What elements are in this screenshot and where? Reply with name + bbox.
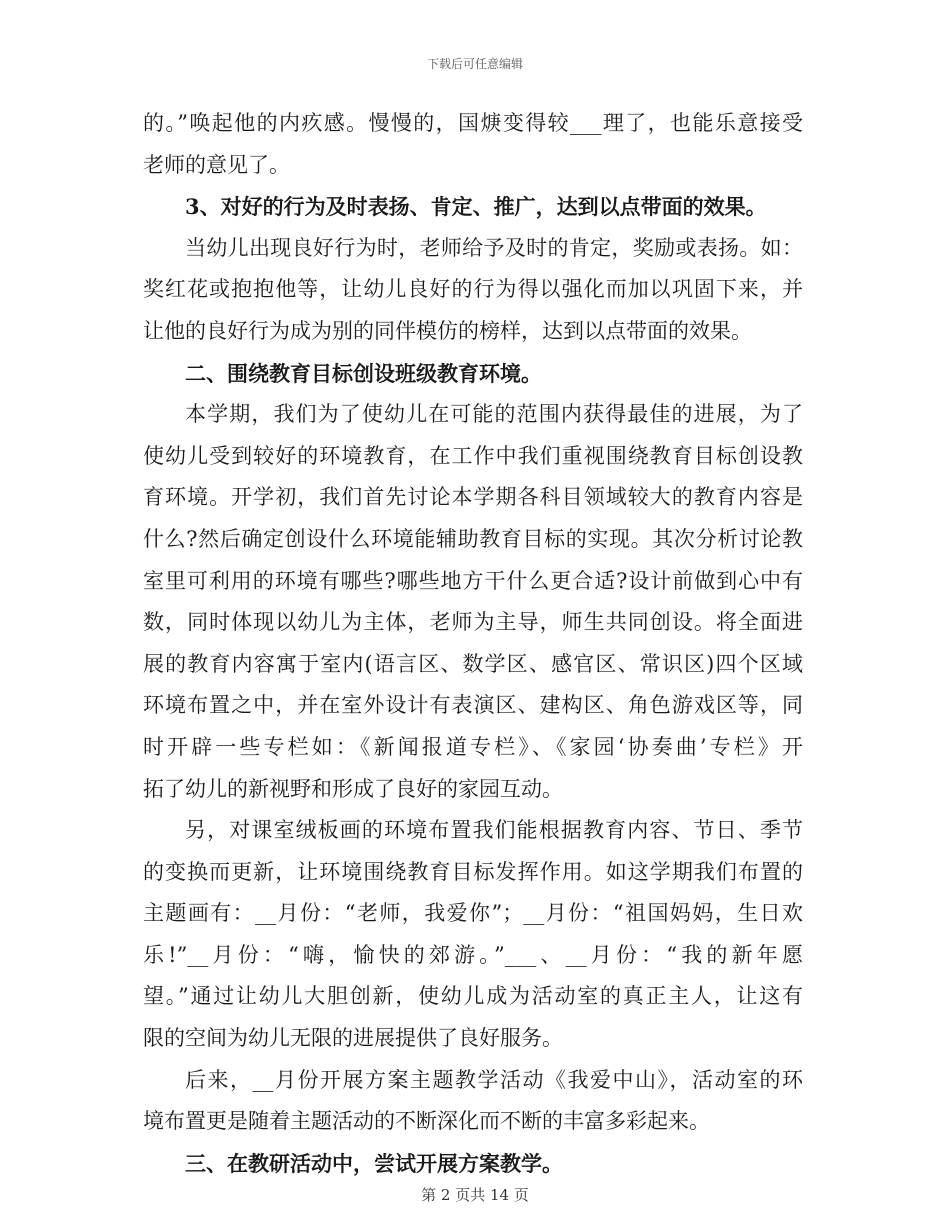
text-line: 主题画有：__月份：“老师，我爱你”；__月份：“祖国妈妈，生日欢	[143, 901, 803, 926]
text-line: 时开辟一些专栏如：《新闻报道专栏》、《家园‘协奏曲’专栏》开	[143, 734, 803, 759]
text-line: 乐!”__月份：“嗨，愉快的郊游。”___、__月份：“我的新年愿	[143, 942, 803, 967]
text-line: 限的空间为幼儿无限的进展提供了良好服务。	[143, 1026, 563, 1051]
text-line: 的变换而更新，让环境围绕教育目标发挥作用。如这学期我们布置的	[143, 859, 803, 884]
text-line: 让他的良好行为成为别的同伴模仿的榜样，达到以点带面的效果。	[143, 318, 752, 343]
text-line: 使幼儿受到较好的环境教育，在工作中我们重视围绕教育目标创设教	[143, 443, 803, 468]
text-line: 育环境。开学初，我们首先讨论本学期各科目领域较大的教育内容是	[143, 485, 803, 510]
text-line: 境布置更是随着主题活动的不断深化而不断的丰富多彩起来。	[143, 1109, 710, 1134]
section-heading: 三、在教研活动中，尝试开展方案教学。	[185, 1150, 563, 1176]
section-heading: 3、对好的行为及时表扬、肯定、推广，达到以点带面的效果。	[185, 194, 767, 220]
text-line: 奖红花或抱抱他等，让幼儿良好的行为得以强化而加以巩固下来，并	[143, 277, 803, 302]
text-line: 当幼儿出现良好行为时，老师给予及时的肯定，奖励或表扬。如：	[185, 235, 803, 260]
text-line: 什么?然后确定创设什么环境能辅助教育目标的实现。其次分析讨论教	[143, 526, 803, 551]
text-line: 望。”通过让幼儿大胆创新，使幼儿成为活动室的真正主人，让这有	[143, 984, 803, 1009]
text-line: 数，同时体现以幼儿为主体，老师为主导，师生共同创设。将全面进	[143, 610, 803, 635]
text-line: 展的教育内容寓于室内(语言区、数学区、感官区、常识区)四个区域	[143, 651, 803, 676]
document-body	[143, 103, 803, 1184]
text-line: 室里可利用的环境有哪些?哪些地方干什么更合适?设计前做到心中有	[143, 568, 803, 593]
text-line: 本学期，我们为了使幼儿在可能的范围内获得最佳的进展，为了	[185, 402, 803, 427]
page-number: 第 2 页共 14 页	[421, 1186, 529, 1204]
text-line: 另，对课室绒板画的环境布置我们能根据教育内容、节日、季节	[185, 818, 803, 843]
text-line: 环境布置之中，并在室外设计有表演区、建构区、角色游戏区等，同	[143, 693, 803, 718]
section-heading: 二、围绕教育目标创设班级教育环境。	[185, 360, 542, 386]
text-line: 老师的意见了。	[143, 152, 290, 177]
text-line: 拓了幼儿的新视野和形成了良好的家园互动。	[143, 776, 563, 801]
text-line: 的。”唤起他的内疚感。慢慢的，国焿变得较___理了，也能乐意接受	[143, 111, 803, 135]
page-header: 下载后可任意编辑	[426, 57, 523, 71]
text-line: 后来，__月份开展方案主题教学活动《我爱中山》，活动室的环	[185, 1067, 803, 1092]
